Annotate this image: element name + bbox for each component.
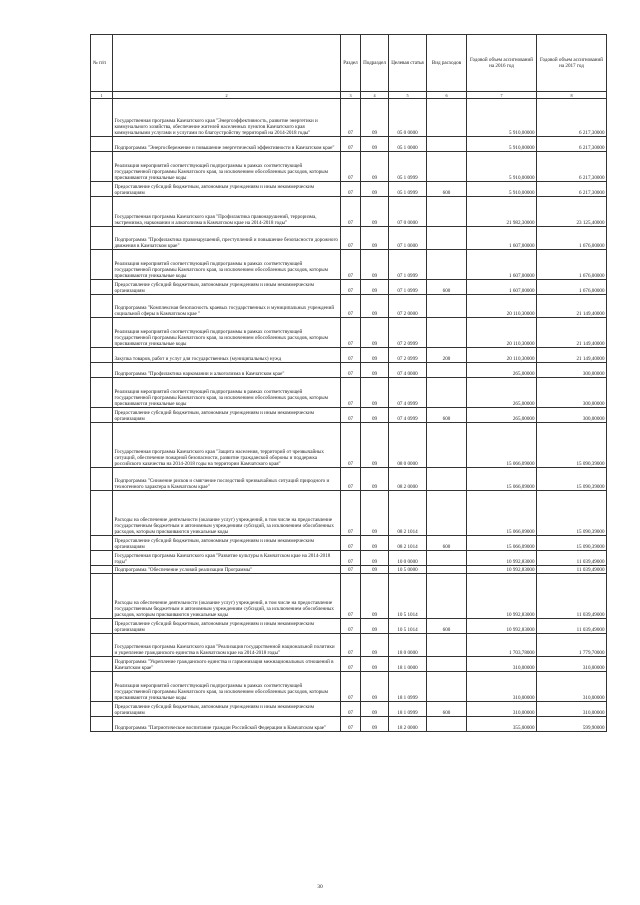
row-name-cell: Предоставление субсидий бюджетным, автономным учреждениям и иным некоммерческим организациям bbox=[113, 408, 341, 423]
row-subsection-cell: 09 bbox=[361, 280, 389, 295]
table-row bbox=[91, 468, 607, 491]
row-amount-2017-cell: 6 217,30000 bbox=[537, 152, 607, 182]
row-expense-type-cell bbox=[427, 152, 467, 182]
header-expense-type: Вид расходов bbox=[427, 35, 467, 92]
row-amount-2017-cell: 21 149,40000 bbox=[537, 348, 607, 363]
row-expense-type-cell: 600 bbox=[427, 182, 467, 197]
row-name-cell: Подпрограмма "Обеспечение условий реализации Программы" bbox=[113, 566, 341, 574]
budget-table bbox=[90, 34, 607, 732]
row-amount-2017-cell: 6 217,30000 bbox=[537, 99, 607, 137]
row-number-cell bbox=[91, 468, 113, 491]
row-amount-2017-cell: 11 039,49000 bbox=[537, 566, 607, 574]
header-name bbox=[113, 35, 341, 92]
row-amount-2016-cell: 1 607,00000 bbox=[467, 227, 537, 250]
row-expense-type-cell bbox=[427, 137, 467, 152]
column-number: 5 bbox=[389, 92, 427, 99]
row-target-cell: 18 0 0000 bbox=[389, 634, 427, 657]
row-amount-2016-cell: 10 992,83000 bbox=[467, 574, 537, 619]
row-amount-2016-cell: 265,00000 bbox=[467, 378, 537, 408]
row-amount-2016-cell: 15 066,09000 bbox=[467, 423, 537, 468]
row-subsection-cell: 09 bbox=[361, 634, 389, 657]
table-row bbox=[91, 318, 607, 348]
row-expense-type-cell: 600 bbox=[427, 408, 467, 423]
row-number-cell bbox=[91, 702, 113, 717]
row-target-cell: 07 2 0000 bbox=[389, 295, 427, 318]
row-subsection-cell: 09 bbox=[361, 182, 389, 197]
row-section-cell: 07 bbox=[341, 197, 361, 227]
row-section-cell: 07 bbox=[341, 363, 361, 378]
row-amount-2017-cell: 21 149,40000 bbox=[537, 318, 607, 348]
row-amount-2016-cell: 5 910,00000 bbox=[467, 152, 537, 182]
row-amount-2016-cell: 310,00000 bbox=[467, 672, 537, 702]
row-number-cell bbox=[91, 348, 113, 363]
table-row bbox=[91, 197, 607, 227]
row-subsection-cell: 09 bbox=[361, 318, 389, 348]
row-amount-2017-cell: 21 149,40000 bbox=[537, 295, 607, 318]
row-name-cell: Реализация мероприятий соответствующей подпрограммы в рамках соответствующей государственной программы Камчатского края, за исключением обособленных расходов, которым присваиваются уникальные коды bbox=[113, 378, 341, 408]
table-row bbox=[91, 566, 607, 574]
row-subsection-cell: 09 bbox=[361, 536, 389, 551]
table-row bbox=[91, 363, 607, 378]
row-number-cell bbox=[91, 295, 113, 318]
row-name-cell: Государственная программа Камчатского края "Реализация государственной национальной политики и укрепление гражданского единства в Камчатском крае на 2014-2018 годы" bbox=[113, 634, 341, 657]
row-amount-2016-cell: 1 703,78000 bbox=[467, 634, 537, 657]
table-row bbox=[91, 551, 607, 566]
table-row bbox=[91, 702, 607, 717]
row-number-cell bbox=[91, 99, 113, 137]
row-amount-2016-cell: 15 066,09000 bbox=[467, 468, 537, 491]
row-amount-2016-cell: 15 066,09000 bbox=[467, 536, 537, 551]
row-subsection-cell: 09 bbox=[361, 551, 389, 566]
column-number-row bbox=[91, 92, 607, 99]
row-section-cell: 07 bbox=[341, 348, 361, 363]
row-expense-type-cell: 600 bbox=[427, 280, 467, 295]
row-amount-2017-cell: 599,90000 bbox=[537, 717, 607, 732]
table-row bbox=[91, 574, 607, 619]
row-name-cell: Подпрограмма "Укрепление гражданского единства и гармонизация межнациональных отношений в Камчатском крае" bbox=[113, 657, 341, 672]
header-target: Целевая статья bbox=[389, 35, 427, 92]
row-target-cell: 18 2 0000 bbox=[389, 717, 427, 732]
table-row bbox=[91, 250, 607, 280]
row-subsection-cell: 09 bbox=[361, 137, 389, 152]
column-number: 2 bbox=[113, 92, 341, 99]
row-name-cell: Предоставление субсидий бюджетным, автономным учреждениям и иным некоммерческим организациям bbox=[113, 536, 341, 551]
row-amount-2017-cell: 15 090,39000 bbox=[537, 423, 607, 468]
row-subsection-cell: 09 bbox=[361, 152, 389, 182]
table-row bbox=[91, 378, 607, 408]
row-amount-2016-cell: 265,00000 bbox=[467, 363, 537, 378]
row-amount-2017-cell: 310,00000 bbox=[537, 657, 607, 672]
row-target-cell: 07 0 0000 bbox=[389, 197, 427, 227]
row-subsection-cell: 09 bbox=[361, 702, 389, 717]
row-section-cell: 07 bbox=[341, 280, 361, 295]
row-section-cell: 07 bbox=[341, 152, 361, 182]
row-target-cell: 10 5 1014 bbox=[389, 574, 427, 619]
row-number-cell bbox=[91, 566, 113, 574]
row-amount-2017-cell: 1 676,00000 bbox=[537, 227, 607, 250]
row-section-cell: 07 bbox=[341, 227, 361, 250]
table-row bbox=[91, 717, 607, 732]
row-amount-2017-cell: 15 090,39000 bbox=[537, 468, 607, 491]
header-section: Раздел bbox=[341, 35, 361, 92]
row-amount-2017-cell: 11 039,49000 bbox=[537, 574, 607, 619]
table-header-row bbox=[91, 35, 607, 92]
row-number-cell bbox=[91, 551, 113, 566]
table-row bbox=[91, 634, 607, 657]
row-amount-2016-cell: 20 110,30000 bbox=[467, 295, 537, 318]
row-amount-2017-cell: 1 676,00000 bbox=[537, 250, 607, 280]
table-row bbox=[91, 657, 607, 672]
row-expense-type-cell: 200 bbox=[427, 348, 467, 363]
row-amount-2016-cell: 1 607,00000 bbox=[467, 280, 537, 295]
row-amount-2016-cell: 5 910,00000 bbox=[467, 182, 537, 197]
row-subsection-cell: 09 bbox=[361, 408, 389, 423]
row-amount-2017-cell: 6 217,30000 bbox=[537, 137, 607, 152]
row-amount-2017-cell: 6 217,30000 bbox=[537, 182, 607, 197]
table-row bbox=[91, 137, 607, 152]
row-expense-type-cell bbox=[427, 318, 467, 348]
table-body bbox=[91, 99, 607, 732]
row-number-cell bbox=[91, 280, 113, 295]
row-name-cell: Предоставление субсидий бюджетным, автономным учреждениям и иным некоммерческим организациям bbox=[113, 702, 341, 717]
header-amount-2016: Годовой объем ассигнований на 2016 год bbox=[467, 35, 537, 92]
row-number-cell bbox=[91, 152, 113, 182]
table-row bbox=[91, 491, 607, 536]
table-row bbox=[91, 280, 607, 295]
column-number: 3 bbox=[341, 92, 361, 99]
row-subsection-cell: 09 bbox=[361, 99, 389, 137]
row-amount-2017-cell: 23 125,40000 bbox=[537, 197, 607, 227]
row-section-cell: 07 bbox=[341, 408, 361, 423]
row-amount-2017-cell: 300,00000 bbox=[537, 363, 607, 378]
row-expense-type-cell bbox=[427, 551, 467, 566]
row-amount-2016-cell: 310,00000 bbox=[467, 657, 537, 672]
row-number-cell bbox=[91, 197, 113, 227]
row-name-cell: Подпрограмма "Профилактика правонарушений, преступлений и повышение безопасности дорожного движения в Камчатском крае" bbox=[113, 227, 341, 250]
table-row bbox=[91, 619, 607, 634]
table-row bbox=[91, 227, 607, 250]
row-target-cell: 05 1 0000 bbox=[389, 137, 427, 152]
row-subsection-cell: 09 bbox=[361, 348, 389, 363]
row-number-cell bbox=[91, 491, 113, 536]
row-amount-2016-cell: 20 110,30000 bbox=[467, 318, 537, 348]
row-target-cell: 10 5 1014 bbox=[389, 619, 427, 634]
row-section-cell: 07 bbox=[341, 634, 361, 657]
row-section-cell: 07 bbox=[341, 536, 361, 551]
row-section-cell: 07 bbox=[341, 423, 361, 468]
row-subsection-cell: 09 bbox=[361, 363, 389, 378]
header-num: № п/п bbox=[91, 35, 113, 92]
row-expense-type-cell: 600 bbox=[427, 619, 467, 634]
page-number: 30 bbox=[317, 884, 323, 890]
row-name-cell: Реализация мероприятий соответствующей подпрограммы в рамках соответствующей государственной программы Камчатского края, за исключением обособленных расходов, которым присваиваются уникальные коды bbox=[113, 152, 341, 182]
row-subsection-cell: 09 bbox=[361, 491, 389, 536]
row-expense-type-cell bbox=[427, 566, 467, 574]
row-target-cell: 10 0 0000 bbox=[389, 551, 427, 566]
row-expense-type-cell bbox=[427, 99, 467, 137]
row-subsection-cell: 09 bbox=[361, 378, 389, 408]
row-amount-2016-cell: 265,00000 bbox=[467, 408, 537, 423]
table-row bbox=[91, 536, 607, 551]
row-target-cell: 05 0 0000 bbox=[389, 99, 427, 137]
column-number: 8 bbox=[537, 92, 607, 99]
row-expense-type-cell bbox=[427, 227, 467, 250]
row-name-cell: Государственная программа Камчатского края "Энергоэффективность, развитие энергетики и коммунального хозяйства, обеспечение жителей населенных пунктов Камчатского края коммунальными услугами и услугами по благоустройству территорий на 2014-2018 годы" bbox=[113, 99, 341, 137]
row-amount-2016-cell: 21 982,30000 bbox=[467, 197, 537, 227]
row-expense-type-cell bbox=[427, 378, 467, 408]
row-name-cell: Предоставление субсидий бюджетным, автономным учреждениям и иным некоммерческим организациям bbox=[113, 280, 341, 295]
table-row bbox=[91, 423, 607, 468]
row-amount-2017-cell: 310,00000 bbox=[537, 672, 607, 702]
row-target-cell: 08 2 0000 bbox=[389, 468, 427, 491]
row-target-cell: 07 2 0999 bbox=[389, 318, 427, 348]
row-number-cell bbox=[91, 227, 113, 250]
row-amount-2016-cell: 10 992,83000 bbox=[467, 551, 537, 566]
row-expense-type-cell bbox=[427, 574, 467, 619]
row-subsection-cell: 09 bbox=[361, 619, 389, 634]
row-target-cell: 10 5 0000 bbox=[389, 566, 427, 574]
row-section-cell: 07 bbox=[341, 295, 361, 318]
row-amount-2017-cell: 1 676,00000 bbox=[537, 280, 607, 295]
row-expense-type-cell: 600 bbox=[427, 536, 467, 551]
row-expense-type-cell: 600 bbox=[427, 702, 467, 717]
row-section-cell: 07 bbox=[341, 551, 361, 566]
row-amount-2017-cell: 310,00000 bbox=[537, 702, 607, 717]
row-amount-2017-cell: 300,00000 bbox=[537, 408, 607, 423]
row-name-cell: Расходы на обеспечение деятельности (оказание услуг) учреждений, в том числе на предоставление государственным бюджетным и автономным учреждениям субсидий, за исключением обособленных расходов, которым присваиваются уникальные коды bbox=[113, 574, 341, 619]
row-expense-type-cell bbox=[427, 657, 467, 672]
row-amount-2017-cell: 15 090,39000 bbox=[537, 491, 607, 536]
row-number-cell bbox=[91, 619, 113, 634]
row-target-cell: 07 1 0999 bbox=[389, 250, 427, 280]
row-subsection-cell: 09 bbox=[361, 566, 389, 574]
row-number-cell bbox=[91, 318, 113, 348]
table-row bbox=[91, 99, 607, 137]
row-expense-type-cell bbox=[427, 717, 467, 732]
row-amount-2017-cell: 11 039,49000 bbox=[537, 619, 607, 634]
row-number-cell bbox=[91, 574, 113, 619]
row-name-cell: Реализация мероприятий соответствующей подпрограммы в рамках соответствующей государственной программы Камчатского края, за исключением обособленных расходов, которым присваиваются уникальные коды bbox=[113, 672, 341, 702]
table-row bbox=[91, 295, 607, 318]
row-section-cell: 07 bbox=[341, 702, 361, 717]
row-target-cell: 05 1 0999 bbox=[389, 152, 427, 182]
column-number: 7 bbox=[467, 92, 537, 99]
row-amount-2017-cell: 1 779,70000 bbox=[537, 634, 607, 657]
row-name-cell: Закупка товаров, работ и услуг для государственных (муниципальных) нужд bbox=[113, 348, 341, 363]
row-section-cell: 07 bbox=[341, 182, 361, 197]
row-number-cell bbox=[91, 378, 113, 408]
row-amount-2016-cell: 1 607,00000 bbox=[467, 250, 537, 280]
row-amount-2017-cell: 15 090,39000 bbox=[537, 536, 607, 551]
row-number-cell bbox=[91, 657, 113, 672]
row-section-cell: 07 bbox=[341, 619, 361, 634]
column-number: 6 bbox=[427, 92, 467, 99]
row-name-cell: Предоставление субсидий бюджетным, автономным учреждениям и иным некоммерческим организациям bbox=[113, 182, 341, 197]
row-amount-2016-cell: 10 992,83000 bbox=[467, 619, 537, 634]
row-expense-type-cell bbox=[427, 197, 467, 227]
row-name-cell: Реализация мероприятий соответствующей подпрограммы в рамках соответствующей государственной программы Камчатского края, за исключением обособленных расходов, которым присваиваются уникальные коды bbox=[113, 250, 341, 280]
row-expense-type-cell bbox=[427, 672, 467, 702]
row-section-cell: 07 bbox=[341, 378, 361, 408]
row-target-cell: 08 0 0000 bbox=[389, 423, 427, 468]
row-number-cell bbox=[91, 672, 113, 702]
row-target-cell: 08 2 1014 bbox=[389, 536, 427, 551]
header-amount-2017: Годовой объем ассигнований на 2017 год bbox=[537, 35, 607, 92]
table-row bbox=[91, 182, 607, 197]
row-number-cell bbox=[91, 536, 113, 551]
row-name-cell: Государственная программа Камчатского края "Развитие культуры в Камчатском крае на 2014-2018 годы" bbox=[113, 551, 341, 566]
row-number-cell bbox=[91, 363, 113, 378]
row-expense-type-cell bbox=[427, 634, 467, 657]
row-target-cell: 07 1 0999 bbox=[389, 280, 427, 295]
column-number: 1 bbox=[91, 92, 113, 99]
row-subsection-cell: 09 bbox=[361, 657, 389, 672]
table-row bbox=[91, 408, 607, 423]
row-target-cell: 07 4 0000 bbox=[389, 363, 427, 378]
row-target-cell: 18 1 0000 bbox=[389, 657, 427, 672]
row-subsection-cell: 09 bbox=[361, 717, 389, 732]
row-target-cell: 07 4 0999 bbox=[389, 378, 427, 408]
column-number: 4 bbox=[361, 92, 389, 99]
row-expense-type-cell bbox=[427, 363, 467, 378]
row-subsection-cell: 09 bbox=[361, 468, 389, 491]
row-section-cell: 07 bbox=[341, 468, 361, 491]
row-name-cell: Подпрограмма "Комплексная безопасность краевых государственных и муниципальных учреждений социальной сферы в Камчатском крае " bbox=[113, 295, 341, 318]
row-name-cell: Расходы на обеспечение деятельности (оказание услуг) учреждений, в том числе на предоставление государственным бюджетным и автономным учреждениям субсидий, за исключением обособленных расходов, которым присваиваются уникальные коды bbox=[113, 491, 341, 536]
row-subsection-cell: 09 bbox=[361, 250, 389, 280]
row-name-cell: Реализация мероприятий соответствующей подпрограммы в рамках соответствующей государственной программы Камчатского края, за исключением обособленных расходов, которым присваиваются уникальные коды bbox=[113, 318, 341, 348]
row-subsection-cell: 09 bbox=[361, 295, 389, 318]
row-name-cell: Подпрограмма "Снижение рисков и смягчение последствий чрезвычайных ситуаций природного и техногенного характера в Камчатском крае" bbox=[113, 468, 341, 491]
row-amount-2016-cell: 5 910,00000 bbox=[467, 99, 537, 137]
row-target-cell: 05 1 0999 bbox=[389, 182, 427, 197]
row-target-cell: 07 1 0000 bbox=[389, 227, 427, 250]
row-subsection-cell: 09 bbox=[361, 227, 389, 250]
row-section-cell: 07 bbox=[341, 250, 361, 280]
row-amount-2016-cell: 10 992,83000 bbox=[467, 566, 537, 574]
row-number-cell bbox=[91, 182, 113, 197]
row-section-cell: 07 bbox=[341, 717, 361, 732]
row-name-cell: Государственная программа Камчатского края "Защита населения, территорий от чрезвычайных ситуаций, обеспечение пожарной безопасности, развитие гражданской обороны и поддержка российского казачества на 2014-2018 годы на территории Камчатского края" bbox=[113, 423, 341, 468]
row-number-cell bbox=[91, 717, 113, 732]
row-amount-2016-cell: 355,00000 bbox=[467, 717, 537, 732]
row-expense-type-cell bbox=[427, 468, 467, 491]
row-amount-2016-cell: 5 910,00000 bbox=[467, 137, 537, 152]
row-number-cell bbox=[91, 137, 113, 152]
row-number-cell bbox=[91, 250, 113, 280]
row-target-cell: 07 2 0999 bbox=[389, 348, 427, 363]
row-subsection-cell: 09 bbox=[361, 423, 389, 468]
row-section-cell: 07 bbox=[341, 137, 361, 152]
row-amount-2016-cell: 310,00000 bbox=[467, 702, 537, 717]
row-section-cell: 07 bbox=[341, 657, 361, 672]
row-section-cell: 07 bbox=[341, 318, 361, 348]
table-row bbox=[91, 348, 607, 363]
row-amount-2017-cell: 300,00000 bbox=[537, 378, 607, 408]
row-section-cell: 07 bbox=[341, 491, 361, 536]
row-section-cell: 07 bbox=[341, 566, 361, 574]
row-target-cell: 18 1 0999 bbox=[389, 702, 427, 717]
row-subsection-cell: 09 bbox=[361, 672, 389, 702]
row-name-cell: Подпрограмма "Патриотическое воспитание граждан Российской Федерации в Камчатском крае" bbox=[113, 717, 341, 732]
row-amount-2016-cell: 20 110,30000 bbox=[467, 348, 537, 363]
row-number-cell bbox=[91, 408, 113, 423]
table-row bbox=[91, 672, 607, 702]
row-section-cell: 07 bbox=[341, 574, 361, 619]
row-amount-2017-cell: 11 039,49000 bbox=[537, 551, 607, 566]
row-subsection-cell: 09 bbox=[361, 197, 389, 227]
row-number-cell bbox=[91, 634, 113, 657]
row-number-cell bbox=[91, 423, 113, 468]
row-amount-2016-cell: 15 066,09000 bbox=[467, 491, 537, 536]
row-section-cell: 07 bbox=[341, 99, 361, 137]
table-row bbox=[91, 152, 607, 182]
row-target-cell: 08 2 1014 bbox=[389, 491, 427, 536]
header-subsection: Подраздел bbox=[361, 35, 389, 92]
row-expense-type-cell bbox=[427, 295, 467, 318]
row-name-cell: Предоставление субсидий бюджетным, автономным учреждениям и иным некоммерческим организациям bbox=[113, 619, 341, 634]
row-subsection-cell: 09 bbox=[361, 574, 389, 619]
row-name-cell: Государственная программа Камчатского края "Профилактика правонарушений, терроризма, экстремизма, наркомании и алкоголизма в Камчатском крае на 2014-2018 годы" bbox=[113, 197, 341, 227]
row-expense-type-cell bbox=[427, 491, 467, 536]
row-expense-type-cell bbox=[427, 250, 467, 280]
row-target-cell: 07 4 0999 bbox=[389, 408, 427, 423]
row-section-cell: 07 bbox=[341, 672, 361, 702]
row-name-cell: Подпрограмма "Профилактика наркомании и алкоголизма в Камчатском крае" bbox=[113, 363, 341, 378]
row-target-cell: 18 1 0999 bbox=[389, 672, 427, 702]
row-name-cell: Подпрограмма "Энергосбережение и повышение энергетической эффективности в Камчатском крае" bbox=[113, 137, 341, 152]
row-expense-type-cell bbox=[427, 423, 467, 468]
